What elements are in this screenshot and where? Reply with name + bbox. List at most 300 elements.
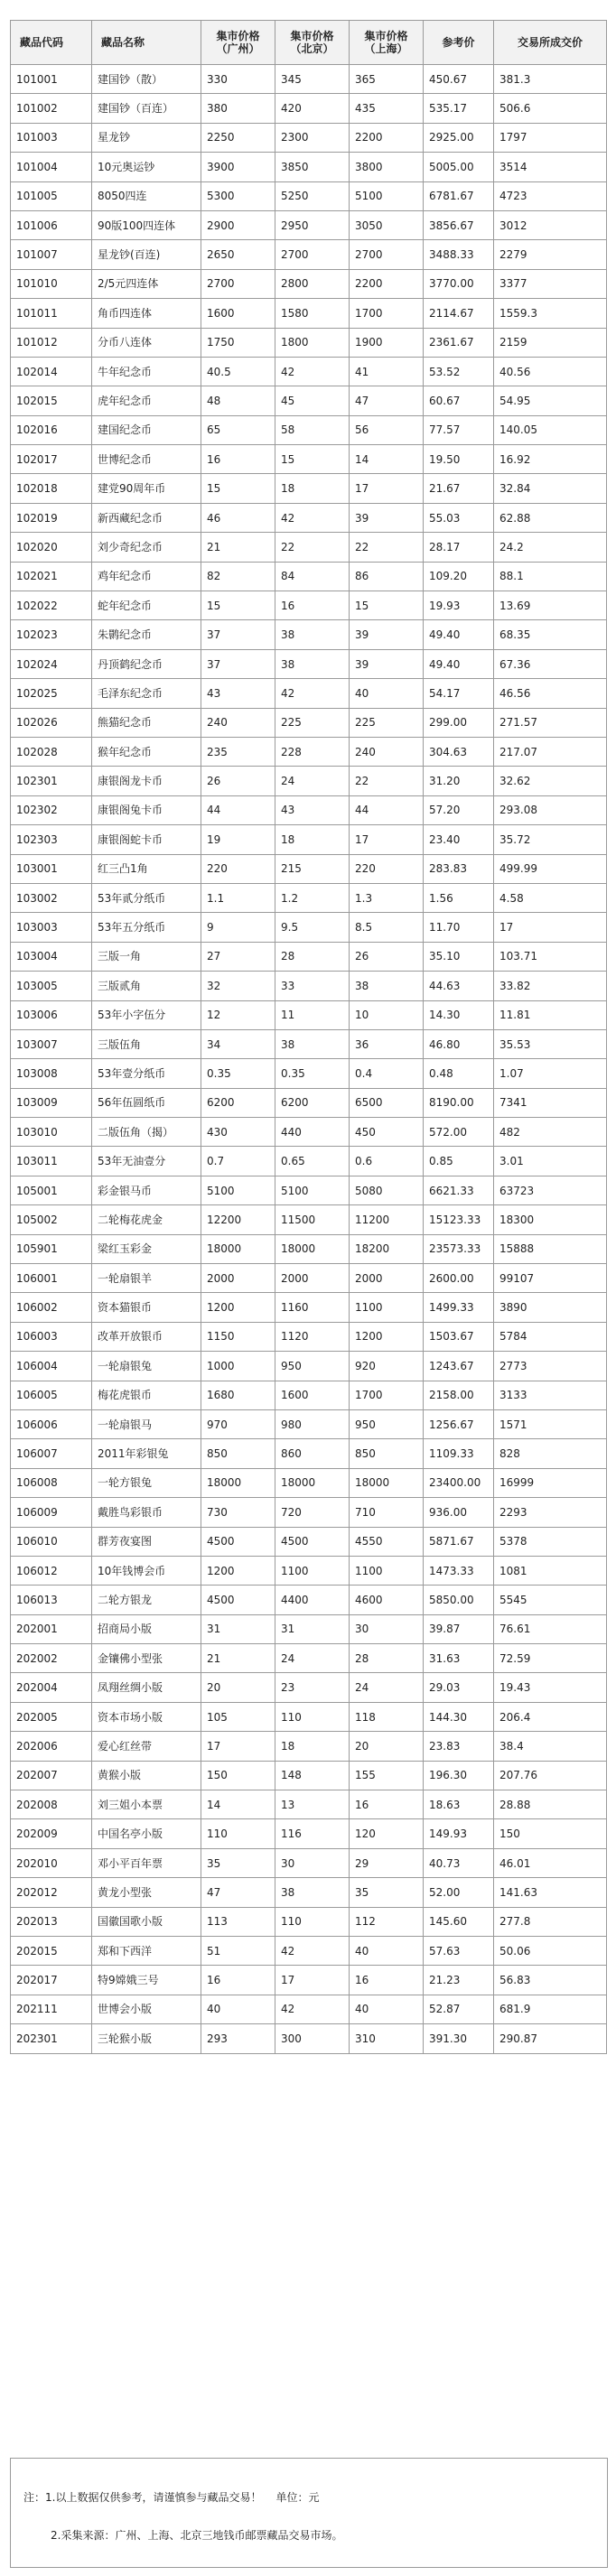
cell-shanghai: 435 bbox=[350, 94, 424, 123]
cell-shanghai: 16 bbox=[350, 1966, 424, 1995]
cell-name: 二轮梅花虎金 bbox=[92, 1205, 201, 1234]
note-unit: 单位：元 bbox=[275, 2491, 320, 2504]
cell-beijing: 31 bbox=[275, 1614, 350, 1643]
cell-beijing: 17 bbox=[275, 1966, 350, 1995]
cell-reference: 52.00 bbox=[424, 1878, 494, 1907]
cell-name: 一轮扇银马 bbox=[92, 1409, 201, 1438]
cell-guangzhou: 1150 bbox=[201, 1322, 275, 1351]
cell-code: 105002 bbox=[11, 1205, 92, 1234]
cell-deal: 290.87 bbox=[494, 2024, 607, 2053]
cell-guangzhou: 20 bbox=[201, 1673, 275, 1702]
cell-beijing: 9.5 bbox=[275, 913, 350, 942]
cell-deal: 3012 bbox=[494, 210, 607, 239]
cell-code: 106012 bbox=[11, 1556, 92, 1585]
cell-shanghai: 2200 bbox=[350, 123, 424, 152]
cell-guangzhou: 48 bbox=[201, 386, 275, 415]
cell-code: 202008 bbox=[11, 1790, 92, 1819]
cell-guangzhou: 16 bbox=[201, 1966, 275, 1995]
cell-guangzhou: 1200 bbox=[201, 1293, 275, 1322]
cell-reference: 450.67 bbox=[424, 65, 494, 94]
cell-name: 猴年纪念币 bbox=[92, 737, 201, 766]
cell-shanghai: 40 bbox=[350, 679, 424, 708]
table-row bbox=[11, 503, 607, 532]
cell-beijing: 16 bbox=[275, 591, 350, 620]
cell-beijing: 18 bbox=[275, 825, 350, 854]
cell-code: 202004 bbox=[11, 1673, 92, 1702]
cell-reference: 49.40 bbox=[424, 620, 494, 649]
cell-name: 朱鹮纪念币 bbox=[92, 620, 201, 649]
cell-reference: 6621.33 bbox=[424, 1176, 494, 1204]
cell-beijing: 15 bbox=[275, 445, 350, 474]
cell-deal: 54.95 bbox=[494, 386, 607, 415]
cell-name: 牛年纪念币 bbox=[92, 357, 201, 386]
cell-reference: 0.48 bbox=[424, 1059, 494, 1088]
cell-code: 102026 bbox=[11, 708, 92, 737]
cell-code: 105901 bbox=[11, 1234, 92, 1263]
cell-code: 106003 bbox=[11, 1322, 92, 1351]
cell-reference: 196.30 bbox=[424, 1761, 494, 1790]
cell-shanghai: 6500 bbox=[350, 1088, 424, 1117]
cell-reference: 18.63 bbox=[424, 1790, 494, 1819]
table-row bbox=[11, 883, 607, 912]
cell-shanghai: 0.4 bbox=[350, 1059, 424, 1088]
cell-shanghai: 15 bbox=[350, 591, 424, 620]
cell-code: 102018 bbox=[11, 474, 92, 503]
cell-guangzhou: 15 bbox=[201, 474, 275, 503]
cell-guangzhou: 730 bbox=[201, 1498, 275, 1527]
cell-name: 53年五分纸币 bbox=[92, 913, 201, 942]
cell-beijing: 5250 bbox=[275, 181, 350, 210]
cell-reference: 3488.33 bbox=[424, 240, 494, 269]
table-row bbox=[11, 1995, 607, 2023]
cell-reference: 283.83 bbox=[424, 854, 494, 883]
cell-code: 202009 bbox=[11, 1819, 92, 1848]
table-row bbox=[11, 972, 607, 1000]
cell-name: 2011年彩银兔 bbox=[92, 1439, 201, 1468]
cell-reference: 8190.00 bbox=[424, 1088, 494, 1117]
cell-guangzhou: 21 bbox=[201, 533, 275, 562]
cell-reference: 5005.00 bbox=[424, 153, 494, 181]
cell-code: 106004 bbox=[11, 1352, 92, 1381]
cell-deal: 499.99 bbox=[494, 854, 607, 883]
cell-beijing: 0.35 bbox=[275, 1059, 350, 1088]
cell-name: 爱心红丝带 bbox=[92, 1732, 201, 1761]
table-row bbox=[11, 415, 607, 444]
cell-deal: 140.05 bbox=[494, 415, 607, 444]
cell-code: 101006 bbox=[11, 210, 92, 239]
cell-beijing: 2300 bbox=[275, 123, 350, 152]
cell-code: 103007 bbox=[11, 1029, 92, 1058]
cell-deal: 271.57 bbox=[494, 708, 607, 737]
cell-beijing: 84 bbox=[275, 562, 350, 591]
cell-code: 101011 bbox=[11, 299, 92, 328]
table-row bbox=[11, 1644, 607, 1673]
cell-guangzhou: 1.1 bbox=[201, 883, 275, 912]
cell-beijing: 42 bbox=[275, 503, 350, 532]
cell-code: 102301 bbox=[11, 767, 92, 795]
cell-name: 刘三姐小本票 bbox=[92, 1790, 201, 1819]
cell-deal: 63723 bbox=[494, 1176, 607, 1204]
cell-reference: 23.40 bbox=[424, 825, 494, 854]
cell-beijing: 345 bbox=[275, 65, 350, 94]
cell-beijing: 2700 bbox=[275, 240, 350, 269]
cell-code: 103009 bbox=[11, 1088, 92, 1117]
table-row bbox=[11, 1614, 607, 1643]
cell-code: 202002 bbox=[11, 1644, 92, 1673]
table-row bbox=[11, 1118, 607, 1147]
cell-code: 106007 bbox=[11, 1439, 92, 1468]
cell-guangzhou: 110 bbox=[201, 1819, 275, 1848]
cell-deal: 35.53 bbox=[494, 1029, 607, 1058]
table-row bbox=[11, 1264, 607, 1293]
cell-deal: 1797 bbox=[494, 123, 607, 152]
cell-shanghai: 5080 bbox=[350, 1176, 424, 1204]
header-reference: 参考价 bbox=[424, 21, 494, 65]
cell-beijing: 38 bbox=[275, 1029, 350, 1058]
cell-reference: 46.80 bbox=[424, 1029, 494, 1058]
table-row bbox=[11, 1702, 607, 1731]
cell-code: 202001 bbox=[11, 1614, 92, 1643]
cell-beijing: 2000 bbox=[275, 1264, 350, 1293]
cell-guangzhou: 17 bbox=[201, 1732, 275, 1761]
cell-code: 106001 bbox=[11, 1264, 92, 1293]
table-row bbox=[11, 269, 607, 298]
cell-deal: 11.81 bbox=[494, 1000, 607, 1029]
cell-code: 202301 bbox=[11, 2024, 92, 2053]
cell-reference: 14.30 bbox=[424, 1000, 494, 1029]
cell-reference: 44.63 bbox=[424, 972, 494, 1000]
cell-deal: 16.92 bbox=[494, 445, 607, 474]
cell-beijing: 23 bbox=[275, 1673, 350, 1702]
cell-beijing: 1160 bbox=[275, 1293, 350, 1322]
table-row bbox=[11, 708, 607, 737]
notes-box bbox=[10, 2458, 608, 2568]
cell-name: 分币八连体 bbox=[92, 328, 201, 357]
cell-reference: 0.85 bbox=[424, 1147, 494, 1176]
cell-shanghai: 1100 bbox=[350, 1293, 424, 1322]
cell-beijing: 43 bbox=[275, 795, 350, 824]
cell-reference: 535.17 bbox=[424, 94, 494, 123]
cell-shanghai: 11200 bbox=[350, 1205, 424, 1234]
cell-name: 星龙钞 bbox=[92, 123, 201, 152]
cell-deal: 72.59 bbox=[494, 1644, 607, 1673]
cell-beijing: 148 bbox=[275, 1761, 350, 1790]
cell-beijing: 440 bbox=[275, 1118, 350, 1147]
cell-name: 三版伍角 bbox=[92, 1029, 201, 1058]
cell-shanghai: 4550 bbox=[350, 1527, 424, 1556]
cell-name: 康银阁龙卡币 bbox=[92, 767, 201, 795]
cell-guangzhou: 14 bbox=[201, 1790, 275, 1819]
cell-name: 10元奥运钞 bbox=[92, 153, 201, 181]
cell-beijing: 38 bbox=[275, 649, 350, 678]
table-row bbox=[11, 1907, 607, 1936]
cell-deal: 381.3 bbox=[494, 65, 607, 94]
cell-guangzhou: 51 bbox=[201, 1937, 275, 1966]
cell-name: 改革开放银币 bbox=[92, 1322, 201, 1351]
cell-guangzhou: 293 bbox=[201, 2024, 275, 2053]
cell-name: 鸡年纪念币 bbox=[92, 562, 201, 591]
table-row bbox=[11, 1732, 607, 1761]
cell-reference: 145.60 bbox=[424, 1907, 494, 1936]
table-row bbox=[11, 649, 607, 678]
cell-beijing: 1.2 bbox=[275, 883, 350, 912]
cell-code: 102019 bbox=[11, 503, 92, 532]
cell-shanghai: 28 bbox=[350, 1644, 424, 1673]
cell-guangzhou: 1680 bbox=[201, 1381, 275, 1409]
cell-code: 101007 bbox=[11, 240, 92, 269]
cell-beijing: 18000 bbox=[275, 1234, 350, 1263]
cell-shanghai: 18000 bbox=[350, 1468, 424, 1497]
cell-deal: 67.36 bbox=[494, 649, 607, 678]
cell-shanghai: 14 bbox=[350, 445, 424, 474]
cell-code: 103011 bbox=[11, 1147, 92, 1176]
cell-beijing: 5100 bbox=[275, 1176, 350, 1204]
cell-beijing: 4400 bbox=[275, 1586, 350, 1614]
cell-beijing: 860 bbox=[275, 1439, 350, 1468]
cell-shanghai: 36 bbox=[350, 1029, 424, 1058]
cell-code: 202015 bbox=[11, 1937, 92, 1966]
cell-beijing: 3850 bbox=[275, 153, 350, 181]
cell-guangzhou: 31 bbox=[201, 1614, 275, 1643]
cell-name: 特9嫦娥三号 bbox=[92, 1966, 201, 1995]
table-row bbox=[11, 1029, 607, 1058]
cell-shanghai: 118 bbox=[350, 1702, 424, 1731]
cell-deal: 3890 bbox=[494, 1293, 607, 1322]
cell-shanghai: 16 bbox=[350, 1790, 424, 1819]
cell-shanghai: 39 bbox=[350, 503, 424, 532]
cell-beijing: 18000 bbox=[275, 1468, 350, 1497]
cell-beijing: 11500 bbox=[275, 1205, 350, 1234]
cell-deal: 38.4 bbox=[494, 1732, 607, 1761]
cell-code: 102025 bbox=[11, 679, 92, 708]
cell-shanghai: 1100 bbox=[350, 1556, 424, 1585]
cell-shanghai: 920 bbox=[350, 1352, 424, 1381]
cell-code: 102022 bbox=[11, 591, 92, 620]
cell-name: 建党90周年币 bbox=[92, 474, 201, 503]
cell-deal: 35.72 bbox=[494, 825, 607, 854]
cell-guangzhou: 4500 bbox=[201, 1527, 275, 1556]
cell-guangzhou: 65 bbox=[201, 415, 275, 444]
cell-shanghai: 86 bbox=[350, 562, 424, 591]
cell-guangzhou: 43 bbox=[201, 679, 275, 708]
table-row bbox=[11, 1352, 607, 1381]
table-row bbox=[11, 1878, 607, 1907]
cell-deal: 4.58 bbox=[494, 883, 607, 912]
table-row bbox=[11, 942, 607, 971]
cell-name: 二轮方银龙 bbox=[92, 1586, 201, 1614]
cell-code: 102023 bbox=[11, 620, 92, 649]
cell-deal: 40.56 bbox=[494, 357, 607, 386]
cell-deal: 1081 bbox=[494, 1556, 607, 1585]
table-body bbox=[11, 65, 607, 2054]
table-row bbox=[11, 533, 607, 562]
table-row bbox=[11, 1205, 607, 1234]
table-row bbox=[11, 445, 607, 474]
cell-name: 世博会小版 bbox=[92, 1995, 201, 2023]
table-row bbox=[11, 913, 607, 942]
cell-reference: 23573.33 bbox=[424, 1234, 494, 1263]
cell-name: 新西藏纪念币 bbox=[92, 503, 201, 532]
cell-reference: 1256.67 bbox=[424, 1409, 494, 1438]
cell-guangzhou: 2250 bbox=[201, 123, 275, 152]
table-row bbox=[11, 679, 607, 708]
cell-beijing: 1600 bbox=[275, 1381, 350, 1409]
cell-reference: 2925.00 bbox=[424, 123, 494, 152]
cell-shanghai: 710 bbox=[350, 1498, 424, 1527]
cell-shanghai: 17 bbox=[350, 474, 424, 503]
cell-reference: 49.40 bbox=[424, 649, 494, 678]
cell-deal: 1559.3 bbox=[494, 299, 607, 328]
table-row bbox=[11, 591, 607, 620]
note-source: 2.采集来源：广州、上海、北京三地钱币邮票藏品交易市场。 bbox=[51, 2529, 343, 2542]
cell-guangzhou: 2900 bbox=[201, 210, 275, 239]
cell-beijing: 720 bbox=[275, 1498, 350, 1527]
cell-shanghai: 310 bbox=[350, 2024, 424, 2053]
cell-code: 102020 bbox=[11, 533, 92, 562]
table-row bbox=[11, 1937, 607, 1966]
cell-deal: 681.9 bbox=[494, 1995, 607, 2023]
cell-guangzhou: 27 bbox=[201, 942, 275, 971]
cell-beijing: 1100 bbox=[275, 1556, 350, 1585]
cell-reference: 57.20 bbox=[424, 795, 494, 824]
cell-beijing: 58 bbox=[275, 415, 350, 444]
cell-shanghai: 40 bbox=[350, 1995, 424, 2023]
cell-reference: 572.00 bbox=[424, 1118, 494, 1147]
cell-reference: 31.20 bbox=[424, 767, 494, 795]
cell-beijing: 13 bbox=[275, 1790, 350, 1819]
cell-guangzhou: 1000 bbox=[201, 1352, 275, 1381]
table-row bbox=[11, 1088, 607, 1117]
cell-name: 三版贰角 bbox=[92, 972, 201, 1000]
cell-shanghai: 1900 bbox=[350, 328, 424, 357]
cell-deal: 15888 bbox=[494, 1234, 607, 1263]
cell-reference: 2600.00 bbox=[424, 1264, 494, 1293]
cell-name: 8050四连 bbox=[92, 181, 201, 210]
cell-deal: 33.82 bbox=[494, 972, 607, 1000]
cell-name: 康银阁蛇卡币 bbox=[92, 825, 201, 854]
table-row bbox=[11, 1468, 607, 1497]
cell-shanghai: 29 bbox=[350, 1848, 424, 1877]
cell-shanghai: 3050 bbox=[350, 210, 424, 239]
cell-shanghai: 2200 bbox=[350, 269, 424, 298]
cell-beijing: 300 bbox=[275, 2024, 350, 2053]
cell-beijing: 980 bbox=[275, 1409, 350, 1438]
cell-beijing: 2950 bbox=[275, 210, 350, 239]
cell-shanghai: 47 bbox=[350, 386, 424, 415]
table-row bbox=[11, 1293, 607, 1322]
cell-name: 90版100四连体 bbox=[92, 210, 201, 239]
cell-reference: 1499.33 bbox=[424, 1293, 494, 1322]
cell-reference: 39.87 bbox=[424, 1614, 494, 1643]
cell-code: 102016 bbox=[11, 415, 92, 444]
cell-code: 101010 bbox=[11, 269, 92, 298]
cell-name: 2/5元四连体 bbox=[92, 269, 201, 298]
cell-beijing: 24 bbox=[275, 767, 350, 795]
cell-beijing: 950 bbox=[275, 1352, 350, 1381]
cell-code: 106010 bbox=[11, 1527, 92, 1556]
cell-reference: 3770.00 bbox=[424, 269, 494, 298]
cell-beijing: 1580 bbox=[275, 299, 350, 328]
cell-beijing: 18 bbox=[275, 1732, 350, 1761]
cell-guangzhou: 2700 bbox=[201, 269, 275, 298]
cell-beijing: 11 bbox=[275, 1000, 350, 1029]
cell-guangzhou: 46 bbox=[201, 503, 275, 532]
cell-name: 丹顶鹤纪念币 bbox=[92, 649, 201, 678]
cell-reference: 1.56 bbox=[424, 883, 494, 912]
header-row bbox=[11, 21, 607, 65]
header-guangzhou: 集市价格（广州） bbox=[201, 21, 275, 65]
cell-deal: 2773 bbox=[494, 1352, 607, 1381]
cell-shanghai: 26 bbox=[350, 942, 424, 971]
cell-reference: 57.63 bbox=[424, 1937, 494, 1966]
table-row bbox=[11, 328, 607, 357]
cell-name: 一轮扇银兔 bbox=[92, 1352, 201, 1381]
table-row bbox=[11, 1848, 607, 1877]
cell-shanghai: 22 bbox=[350, 533, 424, 562]
cell-code: 102302 bbox=[11, 795, 92, 824]
table-row bbox=[11, 620, 607, 649]
cell-deal: 32.84 bbox=[494, 474, 607, 503]
cell-beijing: 18 bbox=[275, 474, 350, 503]
cell-name: 三轮猴小版 bbox=[92, 2024, 201, 2053]
cell-guangzhou: 6200 bbox=[201, 1088, 275, 1117]
table-row bbox=[11, 210, 607, 239]
cell-shanghai: 10 bbox=[350, 1000, 424, 1029]
cell-shanghai: 39 bbox=[350, 620, 424, 649]
cell-guangzhou: 0.7 bbox=[201, 1147, 275, 1176]
cell-name: 虎年纪念币 bbox=[92, 386, 201, 415]
cell-code: 101001 bbox=[11, 65, 92, 94]
cell-deal: 88.1 bbox=[494, 562, 607, 591]
cell-deal: 3377 bbox=[494, 269, 607, 298]
cell-reference: 35.10 bbox=[424, 942, 494, 971]
cell-guangzhou: 3900 bbox=[201, 153, 275, 181]
cell-reference: 60.67 bbox=[424, 386, 494, 415]
cell-deal: 206.4 bbox=[494, 1702, 607, 1731]
cell-guangzhou: 44 bbox=[201, 795, 275, 824]
cell-name: 金镶佛小型张 bbox=[92, 1644, 201, 1673]
cell-shanghai: 950 bbox=[350, 1409, 424, 1438]
cell-beijing: 42 bbox=[275, 679, 350, 708]
cell-code: 105001 bbox=[11, 1176, 92, 1204]
cell-name: 蛇年纪念币 bbox=[92, 591, 201, 620]
cell-code: 101002 bbox=[11, 94, 92, 123]
cell-deal: 217.07 bbox=[494, 737, 607, 766]
cell-beijing: 6200 bbox=[275, 1088, 350, 1117]
cell-code: 103006 bbox=[11, 1000, 92, 1029]
cell-reference: 2361.67 bbox=[424, 328, 494, 357]
cell-guangzhou: 113 bbox=[201, 1907, 275, 1936]
cell-code: 106005 bbox=[11, 1381, 92, 1409]
cell-guangzhou: 380 bbox=[201, 94, 275, 123]
cell-name: 红三凸1角 bbox=[92, 854, 201, 883]
cell-beijing: 42 bbox=[275, 1937, 350, 1966]
cell-deal: 46.01 bbox=[494, 1848, 607, 1877]
cell-shanghai: 56 bbox=[350, 415, 424, 444]
cell-name: 梅花虎银币 bbox=[92, 1381, 201, 1409]
cell-shanghai: 1700 bbox=[350, 299, 424, 328]
cell-reference: 55.03 bbox=[424, 503, 494, 532]
header-beijing: 集市价格（北京） bbox=[275, 21, 350, 65]
table-row bbox=[11, 1000, 607, 1029]
cell-guangzhou: 1750 bbox=[201, 328, 275, 357]
cell-guangzhou: 37 bbox=[201, 620, 275, 649]
cell-reference: 52.87 bbox=[424, 1995, 494, 2023]
cell-shanghai: 20 bbox=[350, 1732, 424, 1761]
table-row bbox=[11, 153, 607, 181]
cell-code: 202017 bbox=[11, 1966, 92, 1995]
cell-reference: 109.20 bbox=[424, 562, 494, 591]
